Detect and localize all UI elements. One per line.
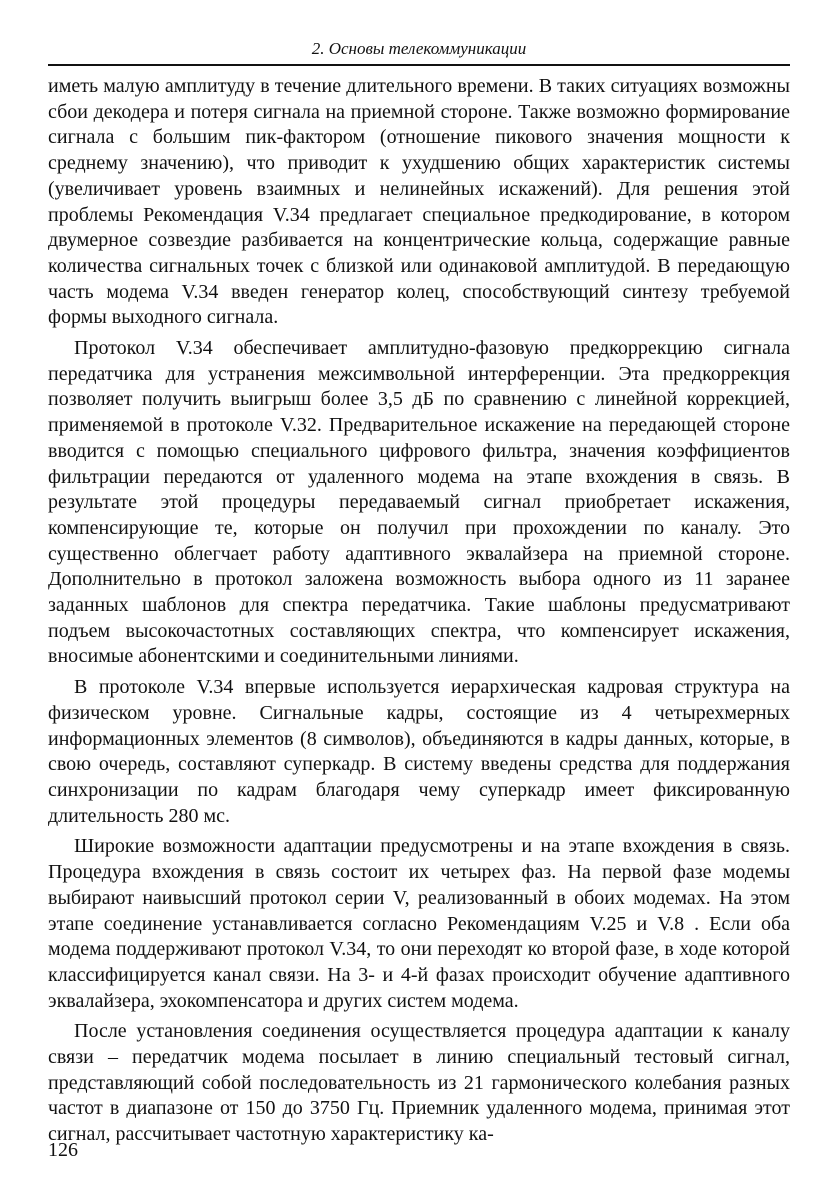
header-rule	[48, 64, 790, 66]
paragraph: Широкие возможности адаптации предусмотрены и на этапе вхождения в связь. Процедура вхождения в связь состоит их четырех фаз. На первой фазе модемы выбирают наивысший протокол серии V, реализованный в обоих модемах. На этом этапе соединение устанавливается согласно Рекомендациям V.25 и V.8 . Если оба модема поддерживают протокол V.34, то они переходят ко второй фазе, в ходе которой классифицируется канал связи. На 3- и 4-й фазах происходит обучение адаптивного эквалайзера, эхокомпенсатора и других систем модема.	[48, 835, 790, 1012]
paragraph-continuation: иметь малую амплитуду в течение длительного времени. В таких ситуациях возможны сбои декодера и потеря сигнала на приемной стороне. Также возможно формирование сигнала с большим пик-фактором (отношение пикового значения мощности к среднему значению), что приводит к ухудшению общих характеристик системы (увеличивает уровень взаимных и нелинейных искажений). Для решения этой проблемы Рекомендация V.34 предлагает специальное предкодирование, в котором двумерное созвездие разбивается на концентрические кольца, содержащие равные количества сигнальных точек с близкой или одинаковой амплитудой. В передающую часть модема V.34 введен генератор колец, способствующий синтезу требуемой формы выходного сигнала.	[48, 75, 790, 329]
body-text	[48, 74, 790, 1153]
paragraph: Протокол V.34 обеспечивает амплитудно-фазовую предкоррекцию сигнала передатчика для устранения межсимвольной интерференции. Эта предкоррекция позволяет получить выигрыш более 3,5 дБ по сравнению с линейной коррекцией, применяемой в протоколе V.32. Предварительное искажение на передающей стороне вводится с помощью специального цифрового фильтра, значения коэффициентов фильтрации передаются от удаленного модема на этапе вхождения в связь. В результате этой процедуры передаваемый сигнал приобретает искажения, компенсирующие те, которые он получил при прохождении по каналу. Это существенно облегчает работу адаптивного эквалайзера на приемной стороне. Дополнительно в протокол заложена возможность выбора одного из 11 заранее заданных шаблонов для спектра передатчика. Такие шаблоны предусматривают подъем высокочастотных составляющих спектра, что компенсирует искажения, вносимые абонентскими и соединительными линиями.	[48, 337, 790, 668]
page-number: 126	[48, 1139, 78, 1161]
running-header: 2. Основы телекоммуникации	[311, 39, 527, 58]
paragraph: В протоколе V.34 впервые используется иерархическая кадровая структура на физическом уровне. Сигнальные кадры, состоящие из 4 четырехмерных информационных элементов (8 символов), объединяются в кадры данных, которые, в свою очередь, составляют суперкадр. В систему введены средства для поддержания синхронизации по кадрам благодаря чему суперкадр имеет фиксированную длительность 280 мс.	[48, 676, 790, 827]
paragraph: После установления соединения осуществляется процедура адаптации к каналу связи – передатчик модема посылает в линию специальный тестовый сигнал, представляющий собой последовательность из 21 гармонического колебания разных частот в диапазоне от 150 до 3750 Гц. Приемник удаленного модема, принимая этот сигнал, рассчитывает частотную характеристику ка-	[48, 1020, 790, 1146]
